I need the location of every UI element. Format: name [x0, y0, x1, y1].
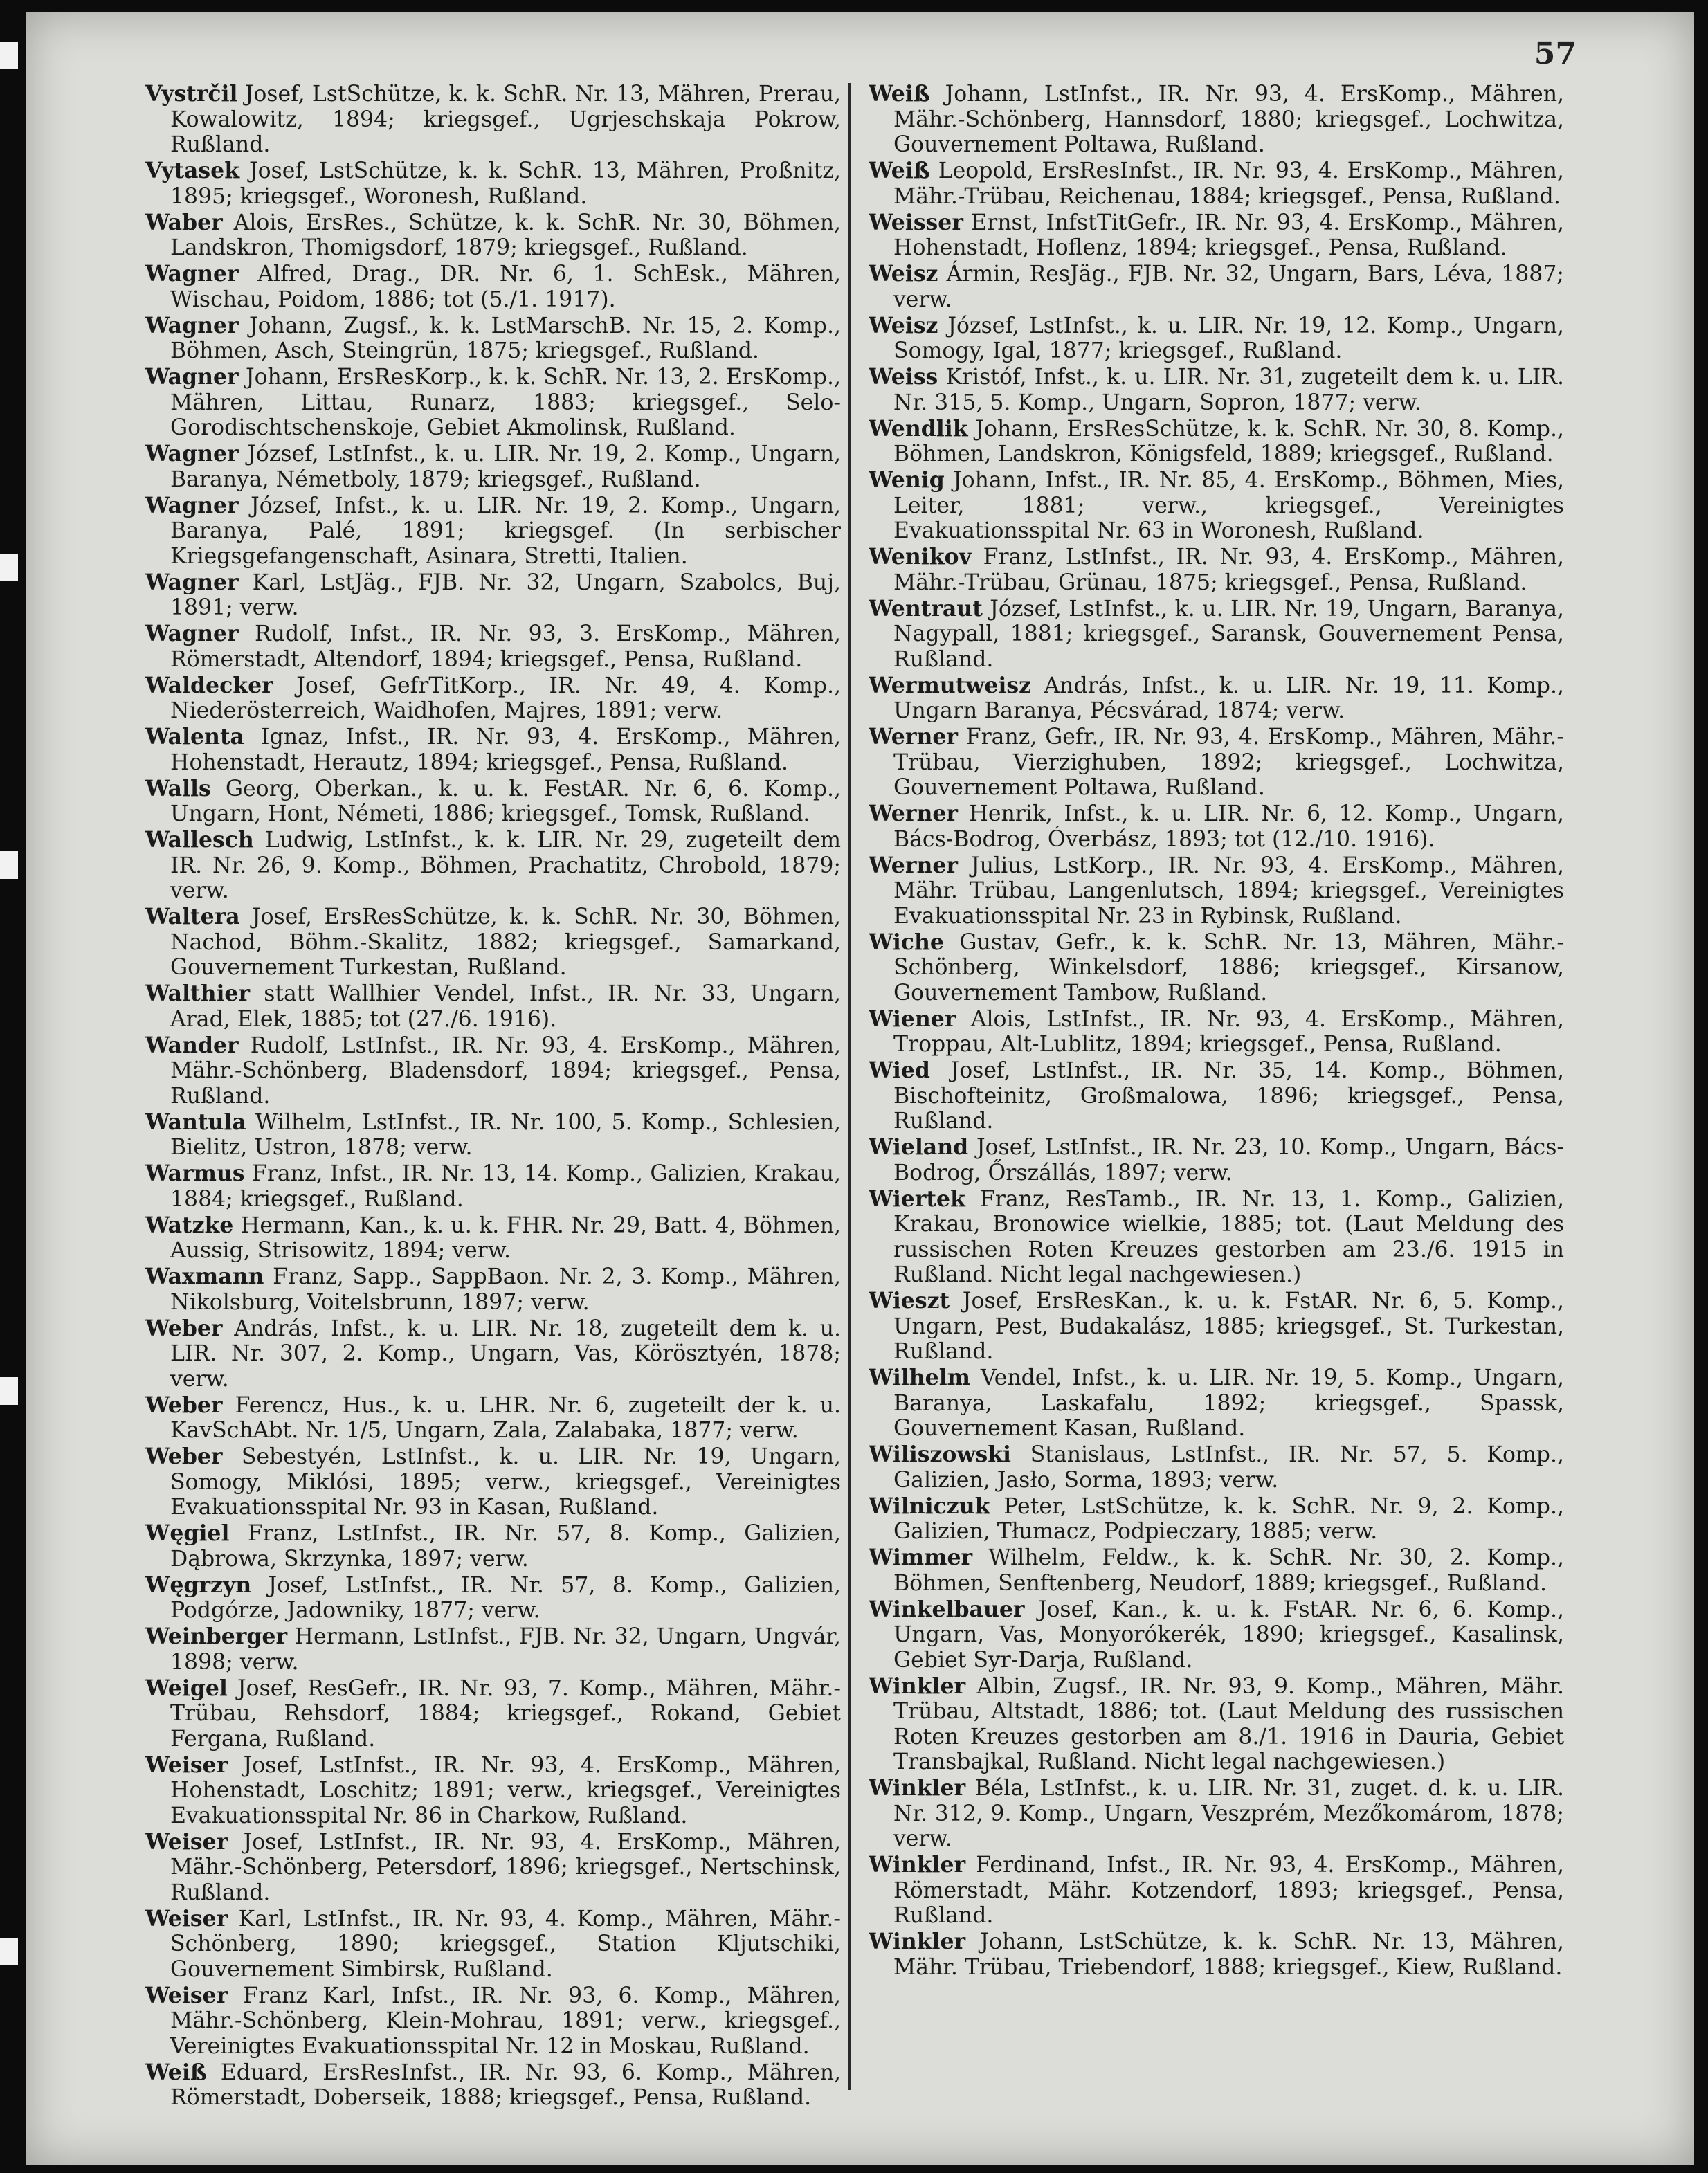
register-entry: [145, 1624, 841, 1675]
entry-surname: Vystrčil: [145, 82, 238, 107]
edge-mark: [0, 1377, 18, 1405]
entry-surname: Waldecker: [145, 672, 273, 698]
entry-surname: Wilniczuk: [869, 1493, 990, 1519]
entry-details: Rudolf, Infst., IR. Nr. 93, 3. ErsKomp., Mähren, Römerstadt, Altendorf, 1894; kriegsgef., Pensa, Rußland.: [170, 621, 841, 672]
left-column: [145, 82, 841, 2116]
entry-details: Franz, LstInfst., IR. Nr. 93, 4. ErsKomp., Mähren, Mähr.-Trübau, Grünau, 1875; kriegsgef., Pensa, Rußland.: [893, 545, 1564, 595]
entry-surname: Wagner: [145, 569, 239, 595]
entry-surname: Wermutweisz: [869, 672, 1031, 698]
register-entry: [869, 597, 1564, 673]
entry-details: Alois, ErsRes., Schütze, k. k. SchR. Nr. 30, Böhmen, Landskron, Thomigsdorf, 1879; kriegsgef., Rußland.: [170, 210, 841, 260]
entry-details: András, Infst., k. u. LIR. Nr. 18, zugeteilt dem k. u. LIR. Nr. 307, 2. Komp., Ungarn, Vas, Körösztyén, 1878; verw.: [170, 1316, 841, 1392]
entry-details: Ármin, ResJäg., FJB. Nr. 32, Ungarn, Bars, Léva, 1887; verw.: [893, 262, 1564, 312]
entry-surname: Watzke: [145, 1212, 234, 1238]
register-entry: [145, 1393, 841, 1444]
entry-surname: Walthier: [145, 981, 251, 1006]
entry-details: Alois, LstInfst., IR. Nr. 93, 4. ErsKomp., Mähren, Troppau, Alt-Lublitz, 1894; kriegsgef., Pensa, Rußland.: [893, 1006, 1564, 1057]
entry-surname: Wagner: [145, 441, 239, 466]
register-entry: [869, 545, 1564, 595]
register-entry: [145, 262, 841, 312]
entry-surname: Werner: [869, 724, 958, 749]
entry-surname: Wenig: [869, 467, 945, 493]
register-entry: [145, 1521, 841, 1572]
register-entry: [869, 1597, 1564, 1673]
entry-surname: Waltera: [145, 904, 240, 929]
register-entry: [145, 1264, 841, 1315]
edge-mark: [0, 554, 18, 581]
column-divider: [848, 83, 851, 2090]
entry-surname: Weisz: [869, 312, 938, 338]
entry-details: Stanislaus, LstInfst., IR. Nr. 57, 5. Komp., Galizien, Jasło, Sorma, 1893; verw.: [893, 1442, 1564, 1493]
register-entry: [869, 1853, 1564, 1929]
register-entry: [145, 1110, 841, 1161]
entry-details: Rudolf, LstInfst., IR. Nr. 93, 4. ErsKomp., Mähren, Mähr.-Schönberg, Bladensdorf, 1894; kriegsgef., Pensa, Rußland.: [170, 1033, 841, 1109]
register-entry: [145, 1983, 841, 2060]
entry-details: Henrik, Infst., k. u. LIR. Nr. 6, 12. Komp., Ungarn, Bács-Bodrog, Óverbász, 1893; tot (12./10. 1916).: [893, 801, 1564, 852]
register-entry: [145, 1033, 841, 1109]
entry-surname: Weiser: [145, 1982, 228, 2008]
entry-surname: Weiß: [869, 158, 930, 183]
edge-mark: [0, 1938, 18, 1965]
entry-details: András, Infst., k. u. LIR. Nr. 19, 11. Komp., Ungarn Baranya, Pécsvárad, 1874; verw.: [893, 673, 1564, 723]
register-entry: [869, 853, 1564, 929]
entry-surname: Winkler: [869, 1852, 966, 1877]
entry-surname: Weiser: [145, 1752, 228, 1778]
entry-details: József, LstInfst., k. u. LIR. Nr. 19, 2. Komp., Ungarn, Baranya, Németboly, 1879; kriegsgef., Rußland.: [170, 442, 841, 492]
entry-surname: Wilhelm: [869, 1365, 970, 1390]
entry-details: Franz, Infst., IR. Nr. 13, 14. Komp., Galizien, Krakau, 1884; kriegsgef., Rußland.: [170, 1161, 841, 1212]
entry-surname: Wieland: [869, 1134, 969, 1160]
entry-details: Albin, Zugsf., IR. Nr. 93, 9. Komp., Mähren, Mähr. Trübau, Altstadt, 1886; tot. (Laut Meldung des russischen Roten Kreuzes gestorben am 8./1. 1916 in Dauria, Gebiet Transbajkal, Rußland. Nicht legal nachgewiesen.): [893, 1673, 1564, 1774]
entry-surname: Wendlik: [869, 415, 968, 442]
register-entry: [145, 1316, 841, 1392]
entry-details: Georg, Oberkan., k. u. k. FestAR. Nr. 6, 6. Komp., Ungarn, Hont, Németi, 1886; kriegsgef., Tomsk, Rußland.: [170, 776, 841, 826]
entry-details: Ernst, InfstTitGefr., IR. Nr. 93, 4. ErsKomp., Mähren, Hohenstadt, Hoflenz, 1894; kriegsgef., Pensa, Rußland.: [893, 210, 1564, 260]
right-column: [869, 82, 1564, 2116]
register-entry: [145, 1753, 841, 1829]
entry-details: Josef, LstSchütze, k. k. SchR. Nr. 13, Mähren, Prerau, Kowalowitz, 1894; kriegsgef., Ugrjeschskaja Pokrow, Rußland.: [170, 82, 841, 157]
register-entry: [145, 1907, 841, 1983]
register-entry: [145, 1830, 841, 1906]
entry-surname: Weiser: [145, 1828, 228, 1855]
entry-details: Béla, LstInfst., k. u. LIR. Nr. 31, zuget. d. k. u. LIR. Nr. 312, 9. Komp., Ungarn, Veszprém, Mezőkomárom, 1878; verw.: [893, 1776, 1564, 1851]
entry-surname: Wieszt: [869, 1288, 950, 1313]
entry-details: Johann, LstInfst., IR. Nr. 93, 4. ErsKomp., Mähren, Mähr.-Schönberg, Hannsdorf, 1880; kriegsgef., Lochwitza, Gouvernement Poltawa, Rußland.: [893, 82, 1564, 157]
entry-details: Leopold, ErsResInfst., IR. Nr. 93, 4. ErsKomp., Mähren, Mähr.-Trübau, Reichenau, 1884; kriegsgef., Pensa, Rußland.: [893, 158, 1564, 209]
entry-surname: Wimmer: [869, 1545, 973, 1570]
page-number: 57: [1534, 36, 1577, 71]
entry-surname: Wentraut: [869, 595, 983, 621]
register-entry: [869, 673, 1564, 724]
register-entry: [145, 210, 841, 261]
register-entry: [869, 1289, 1564, 1365]
entry-surname: Wiertek: [869, 1185, 965, 1212]
entry-surname: Waxmann: [145, 1264, 264, 1289]
entry-details: Johann, ErsResSchütze, k. k. SchR. Nr. 30, 8. Komp., Böhmen, Landskron, Königsfeld, 1889; kriegsgef., Rußland.: [893, 416, 1564, 466]
entry-details: Johann, Zugsf., k. k. LstMarschB. Nr. 15, 2. Komp., Böhmen, Asch, Steingrün, 1875; kriegsgef., Rußland.: [170, 313, 841, 363]
entry-surname: Weiser: [145, 1905, 228, 1931]
entry-details: Hermann, Kan., k. u. k. FHR. Nr. 29, Batt. 4, Böhmen, Aussig, Strisowitz, 1894; verw.: [170, 1212, 841, 1263]
entry-surname: Weisz: [869, 261, 938, 287]
entry-surname: Wagner: [145, 621, 239, 646]
register-entry: [145, 82, 841, 158]
entry-details: Eduard, ErsResInfst., IR. Nr. 93, 6. Komp., Mähren, Römerstadt, Doberseik, 1888; kriegsgef., Pensa, Rußland.: [170, 2060, 841, 2110]
register-entry: [869, 82, 1564, 158]
register-entry: [145, 2060, 841, 2111]
register-entry: [145, 776, 841, 827]
entry-details: Wilhelm, Feldw., k. k. SchR. Nr. 30, 2. Komp., Böhmen, Senftenberg, Neudorf, 1889; kriegsgef., Rußland.: [893, 1545, 1564, 1596]
register-entry: [145, 365, 841, 441]
entry-surname: Wiener: [869, 1006, 956, 1032]
register-entry: [145, 158, 841, 209]
entry-details: Ferencz, Hus., k. u. LHR. Nr. 6, zugeteilt der k. u. KavSchAbt. Nr. 1/5, Ungarn, Zala, Zalabaka, 1877; verw.: [170, 1392, 841, 1443]
entry-details: Julius, LstKorp., IR. Nr. 93, 4. ErsKomp., Mähren, Mähr. Trübau, Langenlutsch, 1894; kriegsgef., Vereinigtes Evakuationsspital Nr. 23 in Rybinsk, Rußland.: [893, 853, 1564, 929]
entry-details: József, Infst., k. u. LIR. Nr. 19, 2. Komp., Ungarn, Baranya, Palé, 1891; kriegsgef. (In serbischer Kriegsgefangenschaft, Asinara, Stretti, Italien.: [170, 493, 841, 569]
register-entry: [869, 1929, 1564, 1980]
entry-surname: Werner: [869, 852, 958, 878]
entry-details: Franz, Sapp., SappBaon. Nr. 2, 3. Komp., Mähren, Nikolsburg, Voitelsbrunn, 1897; verw.: [170, 1264, 841, 1315]
entry-surname: Weinberger: [145, 1624, 288, 1649]
register-entry: [869, 210, 1564, 261]
entry-details: Hermann, LstInfst., FJB. Nr. 32, Ungarn, Ungvár, 1898; verw.: [170, 1624, 841, 1675]
entry-surname: Węgrzyn: [145, 1572, 252, 1598]
register-entry: [869, 313, 1564, 364]
entry-surname: Weiß: [145, 2059, 207, 2085]
register-entry: [869, 1365, 1564, 1442]
entry-surname: Wiche: [869, 929, 944, 955]
entry-surname: Weber: [145, 1392, 223, 1418]
entry-details: Ludwig, LstInfst., k. k. LIR. Nr. 29, zugeteilt dem IR. Nr. 26, 9. Komp., Böhmen, Prachatitz, Chrobold, 1879; verw.: [170, 828, 841, 903]
entry-surname: Waber: [145, 209, 223, 235]
register-entry: [145, 725, 841, 775]
entry-details: Josef, ErsResSchütze, k. k. SchR. Nr. 30, Böhmen, Nachod, Böhm.-Skalitz, 1882; kriegsgef., Samarkand, Gouvernement Turkestan, Rußland.: [170, 904, 841, 980]
register-entry: [145, 621, 841, 672]
register-entry: [145, 981, 841, 1032]
entry-details: Josef, GefrTitKorp., IR. Nr. 49, 4. Komp., Niederösterreich, Waidhofen, Majres, 1891; verw.: [170, 673, 841, 723]
register-entry: [145, 1161, 841, 1212]
entry-details: Kristóf, Infst., k. u. LIR. Nr. 31, zugeteilt dem k. u. LIR. Nr. 315, 5. Komp., Ungarn, Sopron, 1877; verw.: [893, 365, 1564, 415]
entry-details: Franz Karl, Infst., IR. Nr. 93, 6. Komp., Mähren, Mähr.-Schönberg, Klein-Mohrau, 1891; verw., kriegsgef., Vereinigtes Evakuationsspital Nr. 12 in Moskau, Rußland.: [170, 1983, 841, 2059]
register-entry: [869, 930, 1564, 1006]
register-entry: [869, 1058, 1564, 1134]
entry-details: Ignaz, Infst., IR. Nr. 93, 4. ErsKomp., Mähren, Hohenstadt, Herautz, 1894; kriegsgef., Pensa, Rußland.: [170, 725, 841, 775]
entry-details: Ferdinand, Infst., IR. Nr. 93, 4. ErsKomp., Mähren, Römerstadt, Mähr. Kotzendorf, 1893; kriegsgef., Pensa, Rußland.: [893, 1853, 1564, 1928]
entry-details: Wilhelm, LstInfst., IR. Nr. 100, 5. Komp., Schlesien, Bielitz, Ustron, 1878; verw.: [170, 1109, 841, 1160]
entry-details: Josef, LstInfst., IR. Nr. 93, 4. ErsKomp., Mähren, Mähr.-Schönberg, Petersdorf, 1896; kriegsgef., Nertschinsk, Rußland.: [170, 1829, 841, 1905]
register-entry: [145, 442, 841, 492]
edge-mark: [0, 851, 18, 879]
register-entry: [145, 1676, 841, 1752]
register-entry: [869, 1007, 1564, 1057]
register-entry: [869, 1135, 1564, 1185]
entry-surname: Warmus: [145, 1161, 245, 1186]
entry-details: statt Wallhier Vendel, Infst., IR. Nr. 33, Ungarn, Arad, Elek, 1885; tot (27./6. 1916).: [170, 981, 841, 1032]
entry-surname: Wiliszowski: [869, 1442, 1011, 1467]
entry-details: Franz, Gefr., IR. Nr. 93, 4. ErsKomp., Mähren, Mähr.-Trübau, Vierzighuben, 1892; kriegsgef., Lochwitza, Gouvernement Poltawa, Rußland.: [893, 725, 1564, 800]
entry-surname: Winkler: [869, 1775, 966, 1801]
entry-surname: Weiss: [869, 364, 938, 390]
entry-details: Josef, ErsResKan., k. u. k. FstAR. Nr. 6, 5. Komp., Ungarn, Pest, Budakalász, 1885; kriegsgef., St. Turkestan, Rußland.: [893, 1289, 1564, 1364]
entry-surname: Winkler: [869, 1673, 966, 1699]
register-entry: [869, 1187, 1564, 1288]
entry-surname: Winkelbauer: [869, 1596, 1025, 1622]
entry-surname: Weiß: [869, 82, 930, 107]
entry-surname: Wagner: [145, 312, 239, 338]
entry-surname: Vytasek: [145, 158, 240, 183]
entry-details: Karl, LstInfst., IR. Nr. 93, 4. Komp., Mähren, Mähr.-Schönberg, 1890; kriegsgef., Station Kljutschiki, Gouvernement Simbirsk, Rußland.: [170, 1906, 841, 1982]
entry-details: Josef, LstInfst., IR. Nr. 35, 14. Komp., Böhmen, Bischofteinitz, Großmalowa, 1896; kriegsgef., Pensa, Rußland.: [893, 1058, 1564, 1134]
entry-surname: Wallesch: [145, 827, 254, 853]
entry-surname: Wagner: [145, 364, 239, 390]
entry-details: Johann, LstSchütze, k. k. SchR. Nr. 13, Mähren, Mähr. Trübau, Triebendorf, 1888; kriegsgef., Kiew, Rußland.: [893, 1929, 1564, 1980]
entry-surname: Weigel: [145, 1675, 228, 1701]
entry-details: Peter, LstSchütze, k. k. SchR. Nr. 9, 2. Komp., Galizien, Tłumacz, Podpieczary, 1885; verw.: [893, 1493, 1564, 1544]
entry-details: Franz, ResTamb., IR. Nr. 13, 1. Komp., Galizien, Krakau, Bronowice wielkie, 1885; tot. (Laut Meldung des russischen Roten Kreuzes gestorben am 23./6. 1915 in Rußland. Nicht legal nachgewiesen.): [893, 1186, 1564, 1287]
entry-surname: Węgiel: [145, 1520, 230, 1546]
register-entry: [869, 1442, 1564, 1493]
entry-details: Josef, ResGefr., IR. Nr. 93, 7. Komp., Mähren, Mähr.-Trübau, Rehsdorf, 1884; kriegsgef., Rokand, Gebiet Fergana, Rußland.: [170, 1675, 841, 1752]
entry-details: Vendel, Infst., k. u. LIR. Nr. 19, 5. Komp., Ungarn, Baranya, Laskafalu, 1892; kriegsgef., Spassk, Gouvernement Kasan, Rußland.: [893, 1365, 1564, 1441]
entry-details: Alfred, Drag., DR. Nr. 6, 1. SchEsk., Mähren, Wischau, Poidom, 1886; tot (5./1. 1917).: [170, 262, 841, 312]
register-entry: [145, 904, 841, 981]
register-entry: [869, 725, 1564, 801]
entry-details: Josef, Kan., k. u. k. FstAR. Nr. 6, 6. Komp., Ungarn, Vas, Monyorókerék, 1890; kriegsgef., Kasalinsk, Gebiet Syr-Darja, Rußland.: [893, 1597, 1564, 1673]
entry-surname: Wander: [145, 1032, 239, 1058]
entry-details: József, LstInfst., k. u. LIR. Nr. 19, 12. Komp., Ungarn, Somogy, Igal, 1877; kriegsgef., Rußland.: [893, 313, 1564, 363]
entry-surname: Wagner: [145, 492, 239, 518]
register-entry: [145, 570, 841, 621]
register-entry: [869, 365, 1564, 415]
register-entry: [869, 1545, 1564, 1596]
entry-details: Karl, LstJäg., FJB. Nr. 32, Ungarn, Szabolcs, Buj, 1891; verw.: [170, 570, 841, 620]
entry-details: Josef, LstInfst., IR. Nr. 57, 8. Komp., Galizien, Podgórze, Jadowniky, 1877; verw.: [170, 1572, 841, 1623]
entry-surname: Wied: [869, 1057, 930, 1083]
register-entry: [145, 1444, 841, 1520]
entry-details: Sebestyén, LstInfst., k. u. LIR. Nr. 19, Ungarn, Somogy, Miklósi, 1895; verw., kriegsgef., Vereinigtes Evakuationsspital Nr. 93 in Kasan, Rußland.: [170, 1444, 841, 1520]
entry-details: Gustav, Gefr., k. k. SchR. Nr. 13, Mähren, Mähr.-Schönberg, Winkelsdorf, 1886; kriegsgef., Kirsanow, Gouvernement Tambow, Rußland.: [893, 929, 1564, 1006]
register-entry: [869, 417, 1564, 467]
entry-surname: Werner: [869, 801, 958, 826]
register-entry: [869, 1494, 1564, 1545]
entry-surname: Winkler: [869, 1929, 966, 1954]
entry-details: Josef, LstInfst., IR. Nr. 93, 4. ErsKomp., Mähren, Hohenstadt, Loschitz; 1891; verw., kriegsgef., Vereinigtes Evakuationsspital Nr. 86 in Charkow, Rußland.: [170, 1752, 841, 1828]
register-entry: [869, 158, 1564, 209]
register-entry: [145, 1573, 841, 1624]
register-entry: [145, 313, 841, 364]
register-entry: [869, 1776, 1564, 1852]
register-entry: [869, 801, 1564, 852]
entry-details: Johann, ErsResKorp., k. k. SchR. Nr. 13, 2. ErsKomp., Mähren, Littau, Runarz, 1883; kriegsgef., Selo-Gorodischtschenskoje, Gebiet Akmolinsk, Rußland.: [170, 365, 841, 440]
entry-surname: Wantula: [145, 1109, 246, 1135]
entry-surname: Weber: [145, 1315, 223, 1341]
entry-surname: Walenta: [145, 724, 244, 749]
register-entry: [145, 1213, 841, 1264]
entry-surname: Wenikov: [869, 544, 972, 570]
register-entry: [145, 828, 841, 904]
entry-details: Johann, Infst., IR. Nr. 85, 4. ErsKomp., Böhmen, Mies, Leiter, 1881; verw., kriegsgef., Vereinigtes Evakuationsspital Nr. 63 in Woronesh, Rußland.: [893, 468, 1564, 543]
register-entry: [869, 468, 1564, 544]
register-entry: [145, 493, 841, 570]
entry-surname: Walls: [145, 775, 211, 801]
entry-surname: Weisser: [869, 209, 963, 235]
entry-surname: Weber: [145, 1444, 223, 1469]
register-entry: [145, 673, 841, 724]
entry-surname: Wagner: [145, 261, 239, 287]
entry-details: Franz, LstInfst., IR. Nr. 57, 8. Komp., Galizien, Dąbrowa, Skrzynka, 1897; verw.: [170, 1521, 841, 1572]
edge-mark: [0, 42, 18, 69]
register-entry: [869, 1674, 1564, 1775]
entry-details: Josef, LstSchütze, k. k. SchR. 13, Mähren, Proßnitz, 1895; kriegsgef., Woronesh, Rußland.: [170, 158, 841, 209]
entry-details: Josef, LstInfst., IR. Nr. 23, 10. Komp., Ungarn, Bács-Bodrog, Őrszállás, 1897; verw.: [893, 1135, 1564, 1185]
register-entry: [869, 262, 1564, 312]
entry-details: József, LstInfst., k. u. LIR. Nr. 19, Ungarn, Baranya, Nagypall, 1881; kriegsgef., Saransk, Gouvernement Pensa, Rußland.: [893, 596, 1564, 672]
